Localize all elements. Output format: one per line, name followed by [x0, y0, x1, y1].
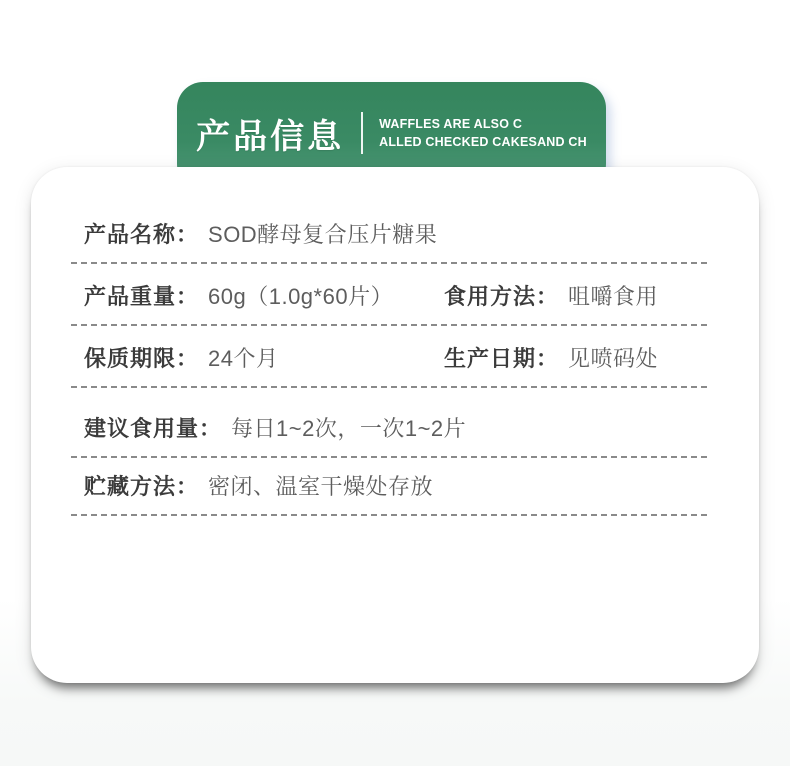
- pair-product-weight: [84, 280, 444, 311]
- pair-storage-method: [84, 470, 433, 501]
- banner-content: [177, 82, 606, 168]
- banner-tagline-line1: WAFFLES ARE ALSO C: [379, 117, 523, 131]
- storage-method-value: 密闭、温室干燥处存放: [208, 473, 434, 499]
- dashed-divider: [71, 386, 711, 388]
- pair-usage-method: [444, 280, 658, 311]
- product-name-value: SOD酵母复合压片糖果: [208, 221, 438, 247]
- banner-tagline-line2: ALLED CHECKED CAKESAND CH: [379, 135, 587, 149]
- suggested-dosage-value: 每日1~2次，一次1~2片: [231, 415, 467, 441]
- product-weight-label: 产品重量：: [84, 283, 200, 309]
- banner-title: 产品信息: [196, 117, 345, 156]
- production-date-label: 生产日期：: [444, 345, 560, 371]
- product-name-label: 产品名称：: [84, 221, 200, 247]
- dashed-divider: [71, 324, 711, 326]
- storage-method-label: 贮藏方法：: [84, 473, 200, 499]
- dashed-divider: [71, 456, 711, 458]
- row-product-name: [71, 218, 711, 248]
- pair-suggested-dosage: [84, 412, 466, 443]
- row-storage-method: [71, 470, 711, 500]
- pair-product-name: [84, 218, 437, 249]
- usage-method-label: 食用方法：: [444, 283, 560, 309]
- row-suggested-dosage: [71, 412, 711, 442]
- production-date-value: 见喷码处: [568, 345, 659, 371]
- product-weight-value: 60g（1.0g*60片）: [208, 283, 394, 309]
- row-weight-usage: [71, 280, 711, 310]
- pair-production-date: [444, 342, 658, 373]
- shelf-life-value: 24个月: [208, 345, 279, 371]
- pair-shelf-life: [84, 342, 444, 373]
- row-shelflife-proddate: [71, 342, 711, 372]
- shelf-life-label: 保质期限：: [84, 345, 200, 371]
- suggested-dosage-label: 建议食用量：: [84, 415, 223, 441]
- dashed-divider: [71, 262, 711, 264]
- banner-vertical-divider: [361, 112, 363, 154]
- dashed-divider: [71, 514, 711, 516]
- usage-method-value: 咀嚼食用: [568, 283, 659, 309]
- product-info-card: [31, 167, 759, 683]
- banner-tagline: [379, 115, 587, 151]
